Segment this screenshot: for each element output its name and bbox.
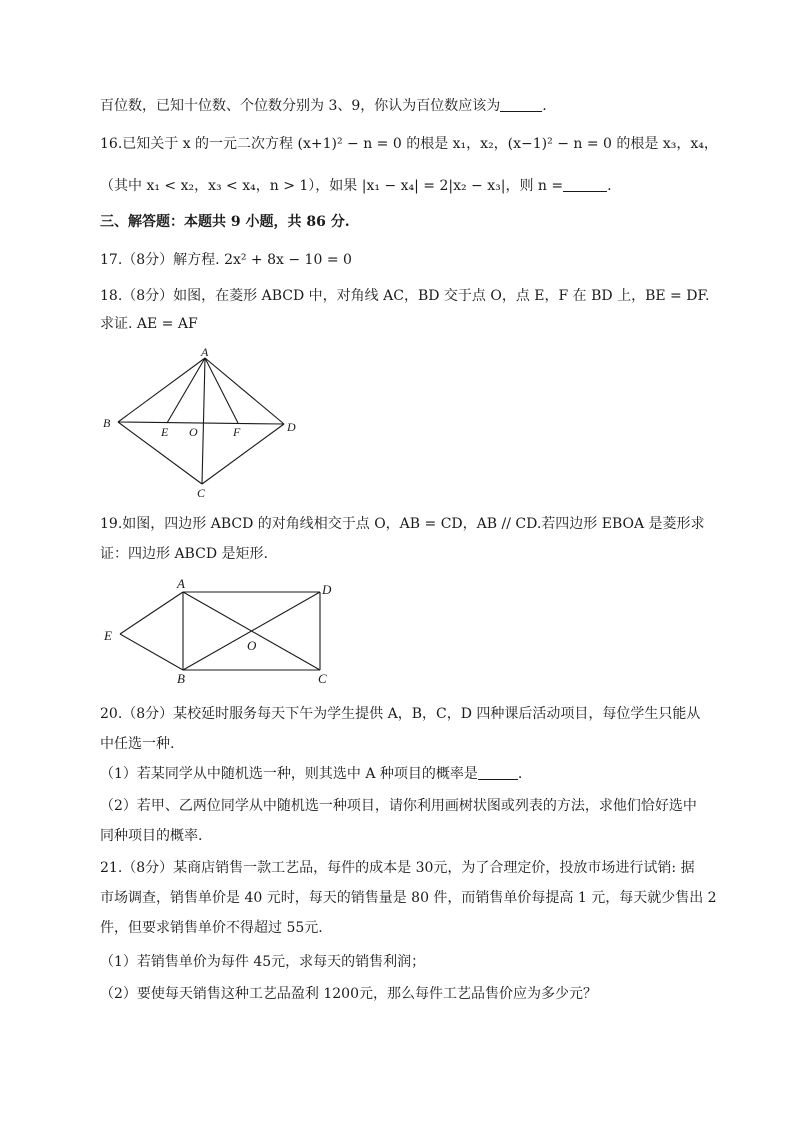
q17: 17.（8分）解方程. 2x² + 8x − 10 = 0 (100, 252, 352, 268)
label-o: O (247, 638, 257, 653)
diagonal-bd (118, 422, 284, 424)
side-ea (120, 592, 183, 634)
side-dc (202, 424, 284, 484)
label-c: C (318, 671, 327, 686)
label-e: E (161, 425, 169, 439)
side-ad (205, 358, 284, 424)
label-c: C (197, 486, 206, 500)
label-d: D (287, 420, 296, 434)
label-a: A (177, 576, 185, 591)
q19-line-2: 证：四边形 ABCD 是矩形. (100, 546, 268, 562)
q21-part-1: （1）若销售单价为每件 45元，求每天的销售利润； (100, 954, 426, 970)
answer-blank (478, 765, 518, 780)
figure-19-rectangle (100, 576, 350, 686)
side-ab (118, 358, 205, 422)
label-b: B (103, 416, 111, 430)
q19-line-1: 19.如图，四边形 ABCD 的对角线相交于点 O，AB = CD，AB // CD.若四边形 EBOA 是菱形求 (100, 516, 705, 532)
answer-blank (500, 97, 542, 112)
q15-continuation: 百位数，已知十位数、个位数分别为 3、9，你认为百位数应该为 . (100, 98, 547, 114)
q21-line-2: 市场调查，销售单价是 40 元时，每天的销售量是 80 件，而销售单价每提高 1 元，每天就少售出 2 (100, 890, 717, 906)
q20-part-2-line-1: （2）若甲、乙两位同学从中随机选一种项目，请你利用画树状图或列表的方法，求他们恰好选中 (100, 798, 697, 814)
section-3-heading: 三、解答题：本题共 9 小题，共 86 分. (100, 214, 350, 230)
answer-blank (563, 177, 607, 192)
label-o: O (189, 425, 198, 439)
q16-line-2: （其中 x₁ < x₂，x₃ < x₄，n > 1），如果 |x₁ − x₄| = 2|x₂ − x₃|，则 n = . (100, 178, 612, 194)
q20-part-2-line-2: 同种项目的概率. (100, 828, 203, 844)
label-f: F (233, 425, 241, 439)
q21-part-2: （2）要使每天销售这种工艺品盈利 1200元，那么每件工艺品售价应为多少元？ (100, 986, 597, 1002)
q18-line-1: 18.（8分）如图，在菱形 ABCD 中，对角线 AC，BD 交于点 O，点 E，F 在 BD 上，BE = DF. (100, 288, 710, 304)
q16-line-1: 16.已知关于 x 的一元二次方程 (x+1)² − n = 0 的根是 x₁，x₂，(x−1)² − n = 0 的根是 x₃，x₄， (100, 136, 718, 152)
label-b: B (177, 671, 185, 686)
side-eb (120, 634, 183, 670)
figure-18-rhombus (96, 344, 316, 504)
segment-ae (167, 358, 205, 423)
label-a: A (201, 345, 209, 359)
diagonal-ac (202, 358, 205, 484)
segment-af (205, 358, 238, 423)
label-e: E (104, 628, 112, 643)
q20-line-1: 20.（8分）某校延时服务每天下午为学生提供 A，B，C，D 四种课后活动项目，每位学生只能从 (100, 706, 701, 722)
q21-line-1: 21.（8分）某商店销售一款工艺品，每件的成本是 30元，为了合理定价，投放市场进行试销: 据 (100, 860, 695, 876)
q20-part-1: （1）若某同学从中随机选一种，则其选中 A 种项目的概率是 . (100, 766, 523, 782)
label-d: D (322, 582, 332, 597)
q21-line-3: 件，但要求销售单价不得超过 55元. (100, 920, 323, 936)
q20-line-2: 中任选一种. (100, 736, 175, 752)
q18-line-2: 求证. AE = AF (100, 316, 198, 332)
